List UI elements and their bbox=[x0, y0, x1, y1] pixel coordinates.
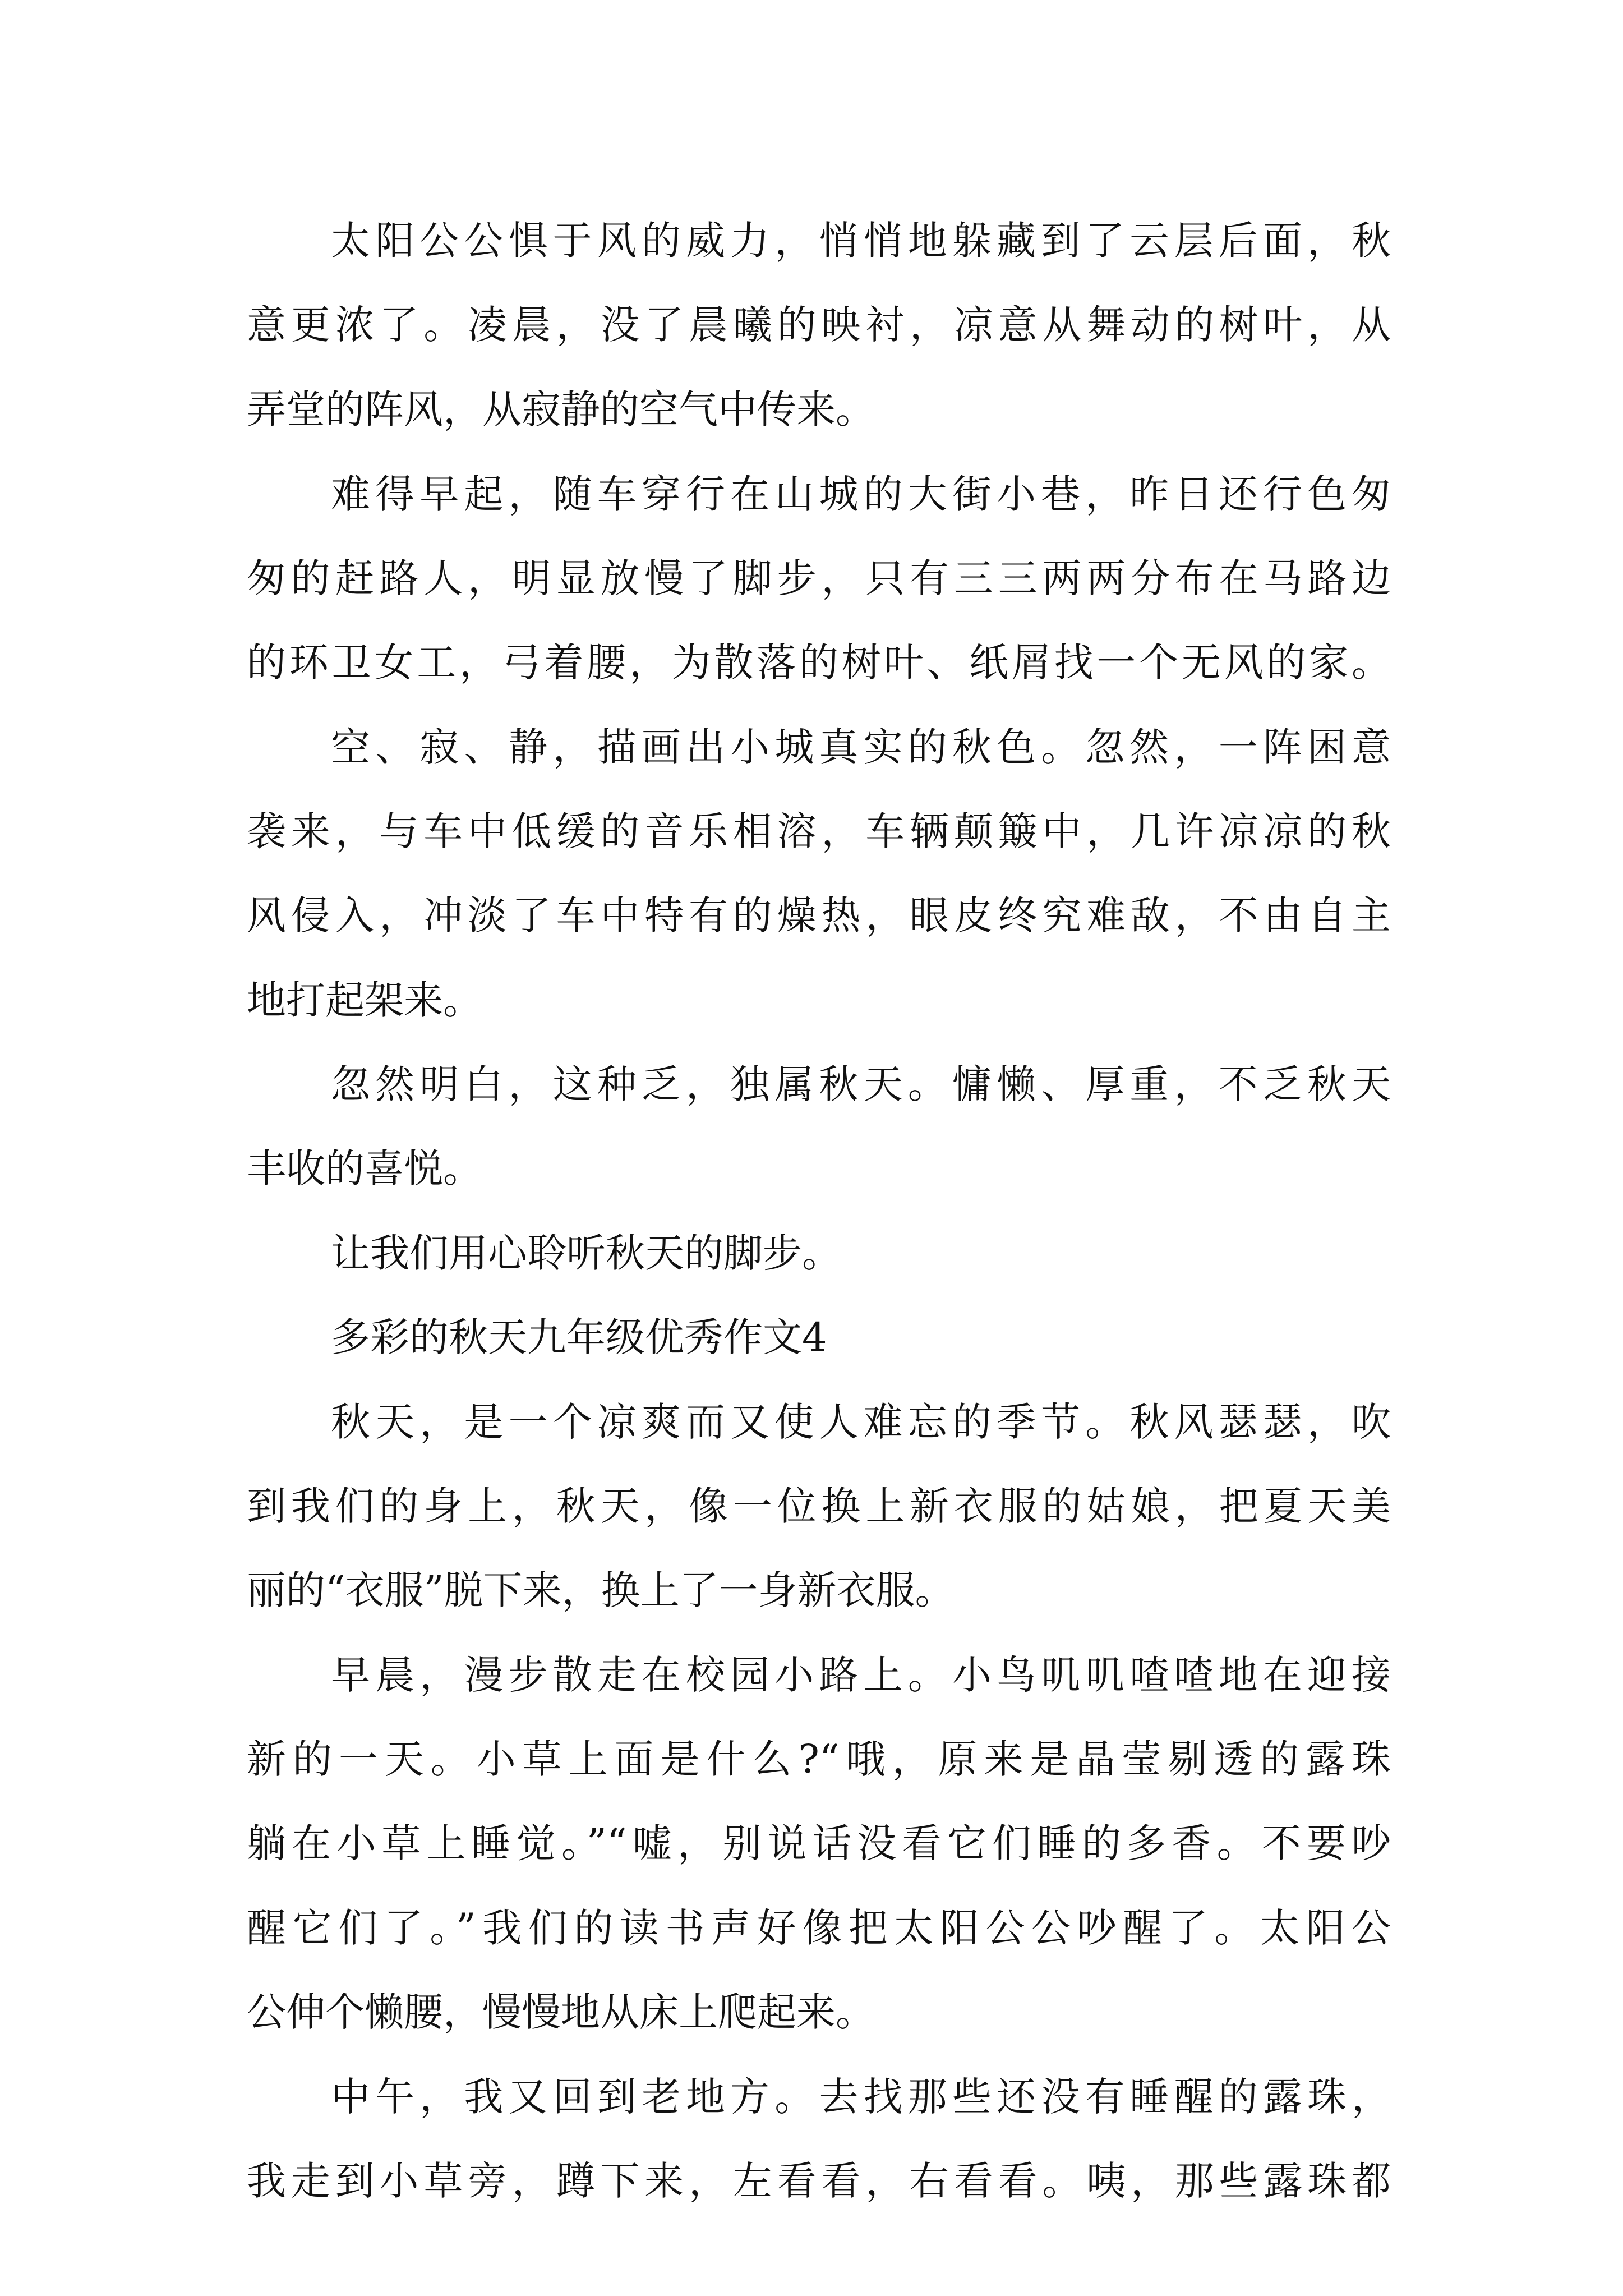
text-line-19: 新的一天。小草上面是什么?“哦，原来是晶莹剔透的露珠 bbox=[247, 1736, 1391, 1782]
text-line-23: 中午，我又回到老地方。去找那些还没有睡醒的露珠， bbox=[331, 2074, 1391, 2120]
text-line-12: 丰收的喜悦。 bbox=[247, 1145, 482, 1191]
text-line-6: 的环卫女工，弓着腰，为散落的树叶、纸屑找一个无风的家。 bbox=[247, 639, 1391, 685]
text-line-20: 躺在小草上睡觉。”“嘘，别说话没看它们睡的多香。不要吵 bbox=[247, 1820, 1391, 1866]
text-line-13: 让我们用心聆听秋天的脚步。 bbox=[331, 1230, 841, 1276]
text-line-7: 空、寂、静，描画出小城真实的秋色。忽然，一阵困意 bbox=[331, 724, 1391, 770]
text-line-17: 丽的“衣服”脱下来，换上了一身新衣服。 bbox=[247, 1567, 955, 1613]
text-line-24: 我走到小草旁，蹲下来，左看看，右看看。咦，那些露珠都 bbox=[247, 2158, 1391, 2204]
text-line-15: 秋天，是一个凉爽而又使人难忘的季节。秋风瑟瑟，吹 bbox=[331, 1399, 1391, 1445]
text-line-8: 袭来，与车中低缓的音乐相溶，车辆颠簸中，几许凉凉的秋 bbox=[247, 808, 1391, 854]
text-line-21: 醒它们了。”我们的读书声好像把太阳公公吵醒了。太阳公 bbox=[247, 1905, 1391, 1951]
text-line-22: 公伸个懒腰，慢慢地从床上爬起来。 bbox=[247, 1989, 875, 2035]
text-line-16: 到我们的身上，秋天，像一位换上新衣服的姑娘，把夏天美 bbox=[247, 1483, 1391, 1529]
text-line-10: 地打起架来。 bbox=[247, 977, 482, 1023]
section-heading: 多彩的秋天九年级优秀作文4 bbox=[331, 1314, 827, 1360]
text-line-1: 太阳公公惧于风的威力，悄悄地躲藏到了云层后面，秋 bbox=[331, 218, 1391, 264]
text-line-9: 风侵入，冲淡了车中特有的燥热，眼皮终究难敌，不由自主 bbox=[247, 892, 1391, 938]
text-line-2: 意更浓了。凌晨，没了晨曦的映衬，凉意从舞动的树叶，从 bbox=[247, 302, 1391, 348]
text-line-3: 弄堂的阵风，从寂静的空气中传来。 bbox=[247, 386, 875, 432]
text-line-4: 难得早起，随车穿行在山城的大街小巷，昨日还行色匆 bbox=[331, 471, 1391, 517]
text-line-11: 忽然明白，这种乏，独属秋天。慵懒、厚重，不乏秋天 bbox=[331, 1061, 1391, 1107]
text-line-18: 早晨，漫步散走在校园小路上。小鸟叽叽喳喳地在迎接 bbox=[331, 1652, 1391, 1698]
text-line-5: 匆的赶路人，明显放慢了脚步，只有三三两两分布在马路边 bbox=[247, 555, 1391, 601]
